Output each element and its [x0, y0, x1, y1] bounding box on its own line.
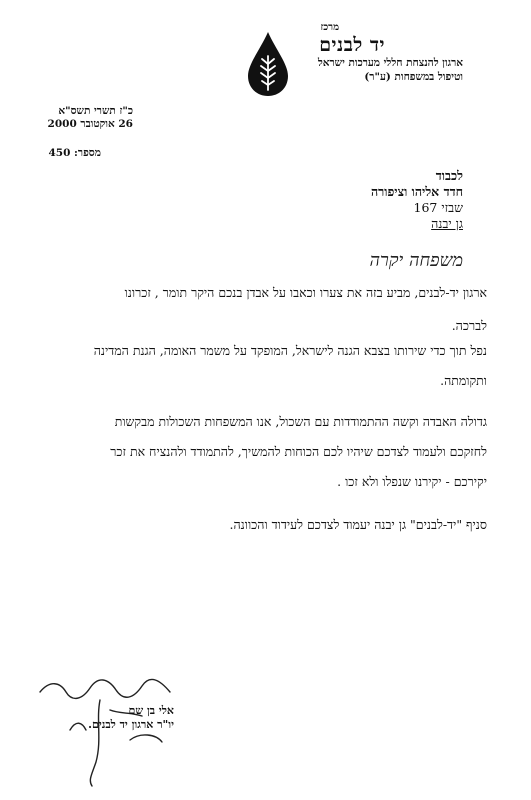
body-line: לברכה. — [451, 318, 487, 333]
addressee-city: גן יבנה — [431, 216, 463, 231]
body-line: ותקומתה. — [440, 373, 487, 388]
letterhead-subtitle: ארגון להנצחת חללי מערכות ישראל — [317, 57, 463, 69]
signer-title: יו"ר ארגון יד לבנים. — [88, 718, 174, 731]
date-block — [23, 105, 133, 131]
letterhead — [163, 22, 463, 84]
body-line: לחזקכם ולעמוד לצדכם שיהיו לכם הכוחות להמשיך, להתמודד ולהנציח את זכר — [110, 444, 487, 459]
teardrop-tree-logo-icon — [246, 30, 290, 98]
handwritten-greeting: משפחה יקרה — [369, 250, 463, 271]
reference-number: מספר: 450 — [48, 147, 101, 159]
body-line: יקירכם - יקירנו שנפלו ולא זכו . — [337, 474, 487, 489]
letterhead-org-name: יד לבנים — [319, 34, 385, 56]
addressee — [263, 168, 463, 232]
addressee-salutation: לכבוד — [435, 168, 463, 183]
body-line: נפל תוך כדי שירותו בצבא הגנה לישראל, המופקד על משמר האומה, הגנת המדינה — [93, 343, 487, 358]
hebrew-date: כ"ז תשרי תשס"א — [58, 105, 133, 117]
body-line: סניף "יד-לבנים" גן יבנה יעמוד לצדכם לעידוד והכוונה. — [229, 517, 487, 532]
body-line: ארגון יד-לבנים, מביע בזה את צערו וכאבו על אבדן בנכם היקר תומר , זכרונו — [124, 285, 487, 300]
letterhead-center: מרכז — [320, 22, 339, 33]
gregorian-date: 26 אוקטובר 2000 — [47, 118, 133, 130]
signer-name: אלי בן שם — [128, 704, 174, 717]
letterhead-subtitle-2: וטיפול במשפחות (ע"ר) — [364, 71, 463, 83]
body-line: גדולה האבדה וקשה ההתמודדות עם השכול, אנו המשפחות השכולות מבקשות — [114, 414, 487, 429]
addressee-street: שבזי 167 — [413, 200, 463, 215]
signature-block — [44, 704, 174, 732]
addressee-name: חדד אליהו וציפורה — [370, 184, 463, 199]
